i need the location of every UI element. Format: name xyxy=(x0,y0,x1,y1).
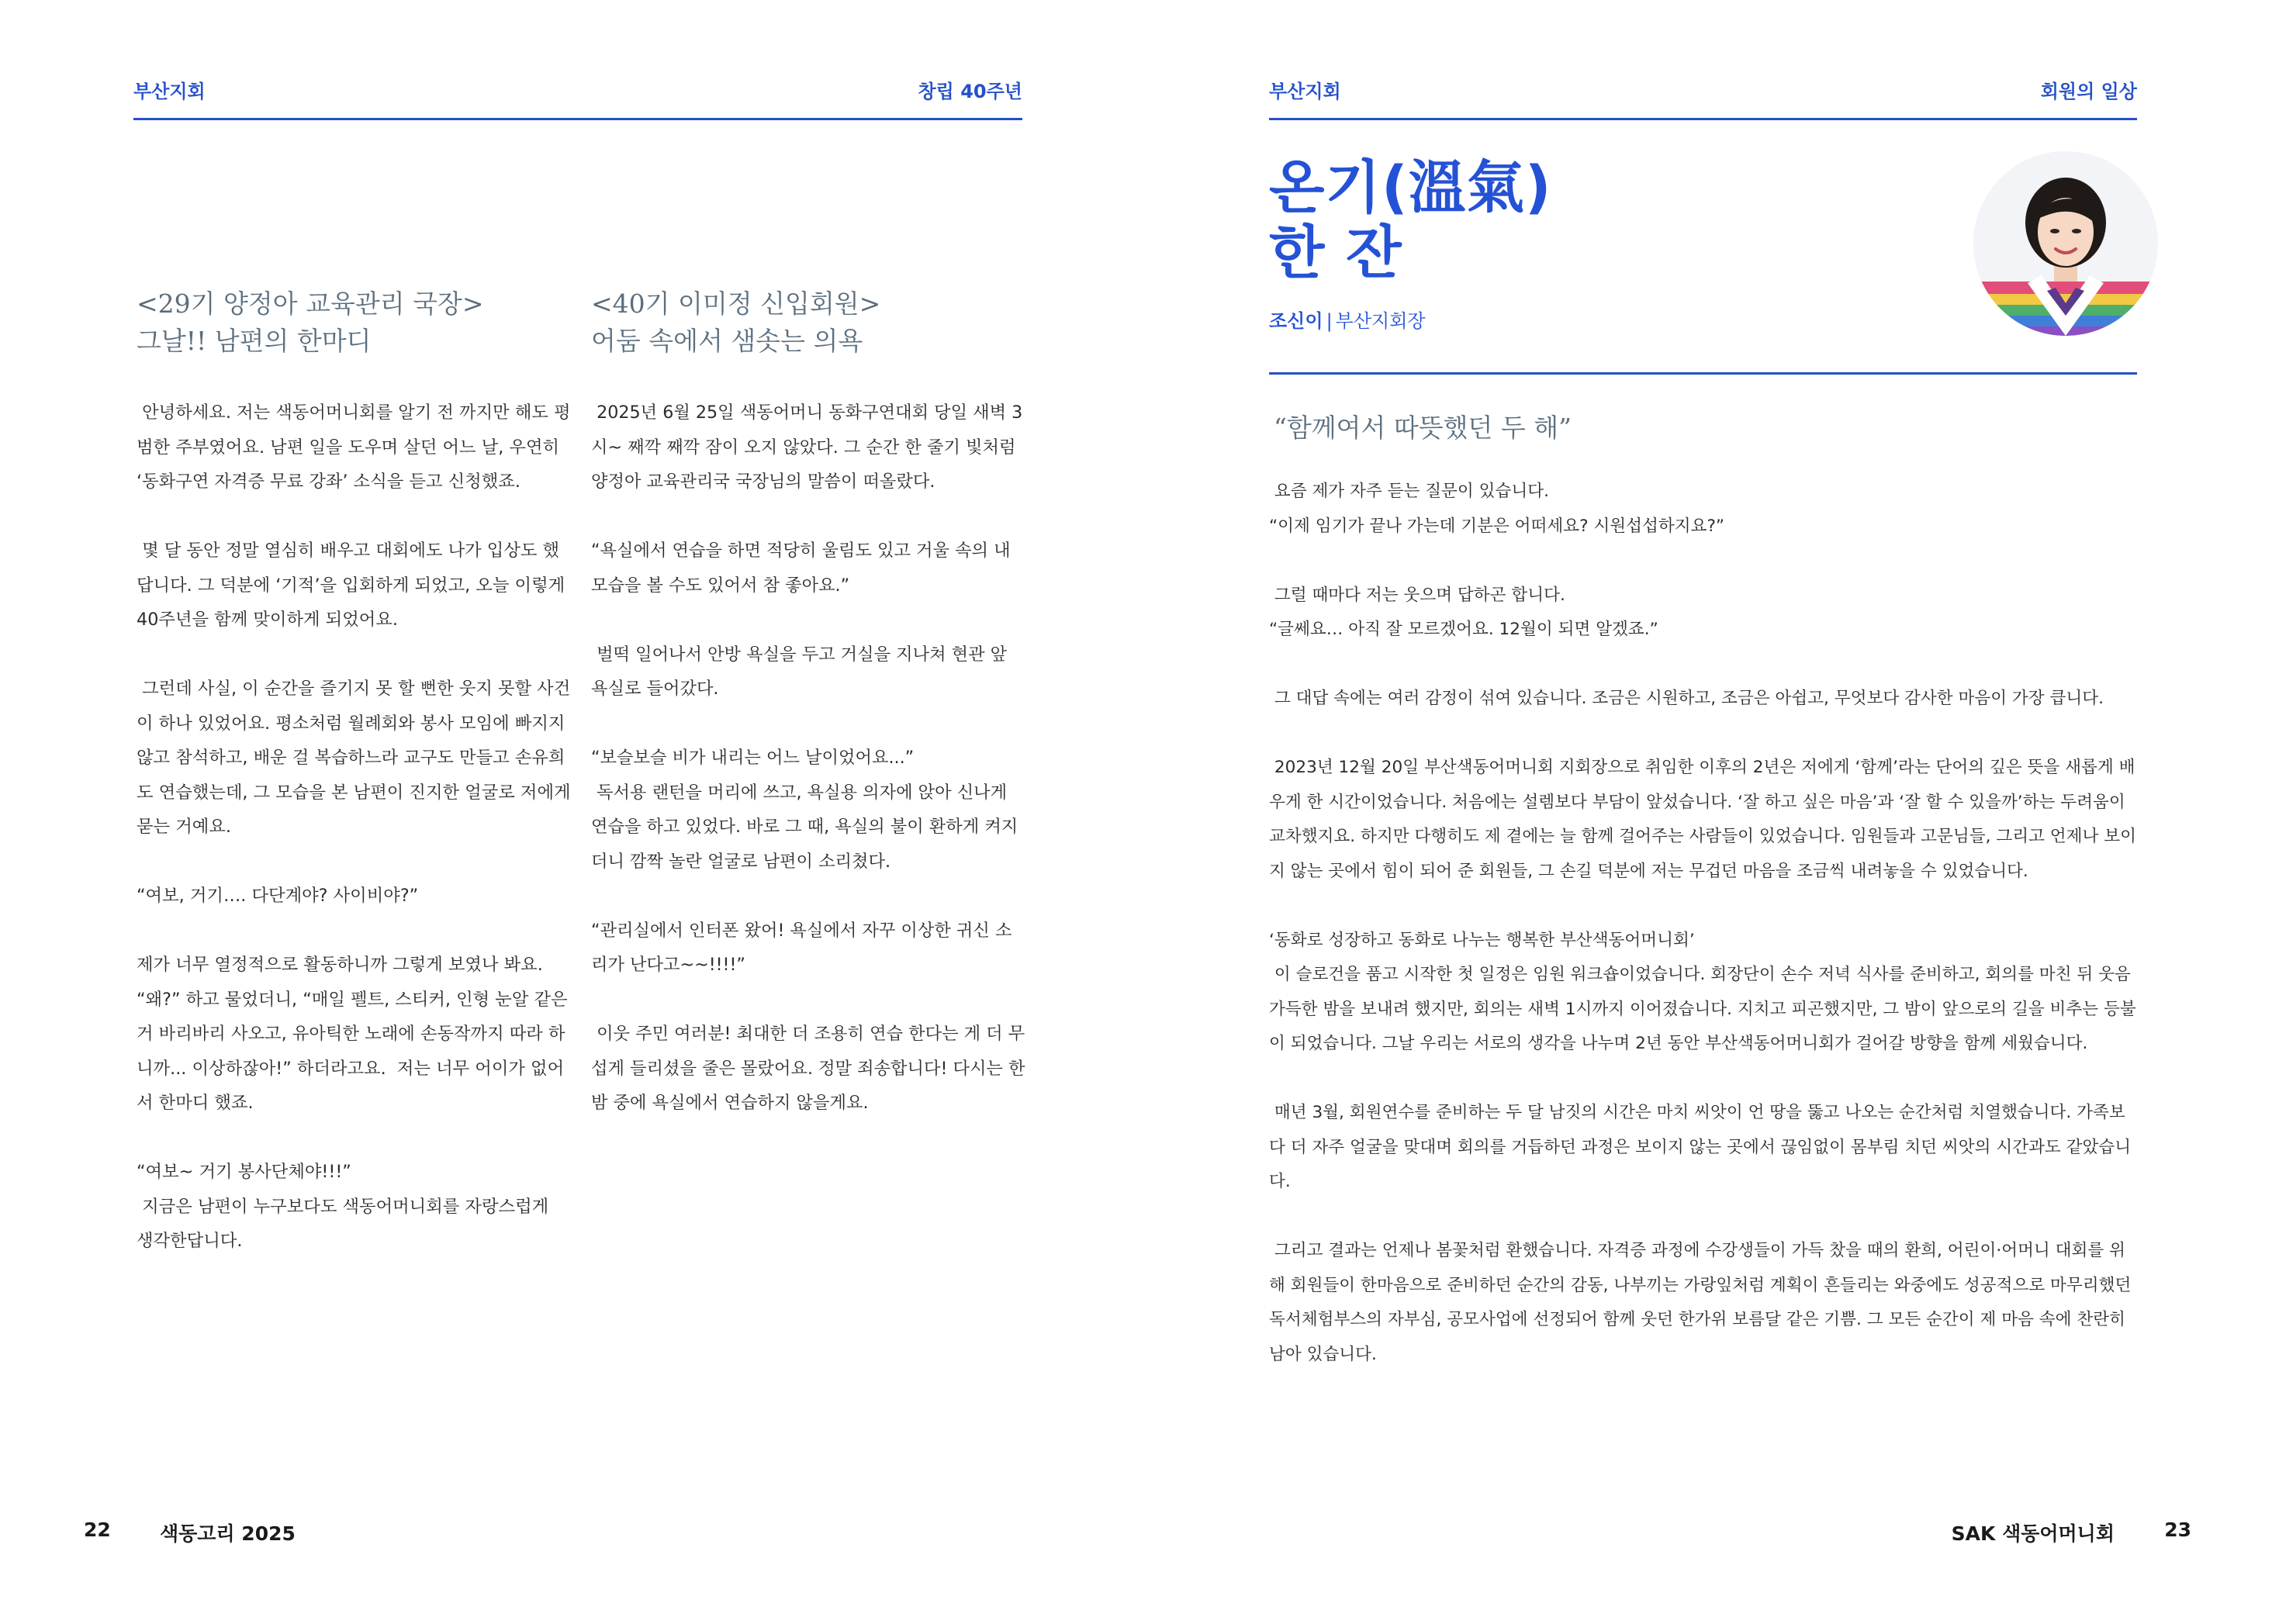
text-line: 더니 깜짝 놀란 얼굴로 남편이 소리쳤다. xyxy=(591,851,891,872)
paragraph-gap xyxy=(137,638,571,672)
text-line: ‘동화구연 자격증 무료 강좌’ 소식을 듣고 신청했죠. xyxy=(137,472,520,492)
right-page-number: 23 xyxy=(2164,1519,2191,1541)
text-line: “욕실에서 연습을 하면 적당히 울림도 있고 거울 속의 내 xyxy=(591,541,1011,561)
text-line: 이 하나 있었어요. 평소처럼 월례회와 봉사 모임에 빠지지 xyxy=(137,713,565,734)
author-name: 조신이 xyxy=(1269,310,1323,332)
paragraph-gap xyxy=(591,983,1025,1018)
paragraph-gap xyxy=(591,603,1025,638)
left-footer-title: 색동고리 2025 xyxy=(160,1522,296,1545)
text-line: 그 대답 속에는 여러 감정이 섞여 있습니다. 조금은 시원하고, 조금은 아쉽고, 무엇보다 감사한 마음이 가장 큽니다. xyxy=(1269,689,2104,708)
text-line: 안녕하세요. 저는 색동어머니회를 알기 전 까지만 해도 평 xyxy=(137,403,571,423)
left-page-number: 22 xyxy=(84,1519,111,1541)
text-line: 독서용 랜턴을 머리에 쓰고, 욕실용 의자에 앉아 신나게 xyxy=(591,782,1008,803)
paragraph-gap xyxy=(591,879,1025,914)
title-section-rule xyxy=(1269,372,2137,375)
column-2-title xyxy=(591,285,1025,360)
text-line: 그리고 결과는 언제나 봄꽃처럼 환했습니다. 자격증 과정에 수강생들이 가득 찼을 때의 환희, 어린이·어머니 대회를 위 xyxy=(1269,1241,2125,1260)
text-line: 요즘 제가 자주 듣는 질문이 있습니다. xyxy=(1269,482,1549,501)
paragraph-gap xyxy=(1269,648,2137,682)
left-header-topic: 창립 40주년 xyxy=(918,81,1022,102)
text-line: 벌떡 일어나서 안방 욕실을 두고 거실을 지나쳐 현관 앞 xyxy=(591,644,1008,665)
article-column-1 xyxy=(137,285,571,1259)
paragraph-gap xyxy=(1269,1200,2137,1235)
text-line: 지금은 남편이 누구보다도 색동어머니회를 자랑스럽게 xyxy=(137,1196,549,1217)
text-line: 해 회원들이 한마음으로 준비하던 순간의 감동, 나부끼는 가랑잎처럼 계획이 흔들리는 와중에도 성공적으로 마무리했던 xyxy=(1269,1275,2132,1295)
right-header-rule xyxy=(1269,118,2137,120)
text-line: 2023년 12월 20일 부산색동어머니회 지회장으로 취임한 이후의 2년은 저에게 ‘함께’라는 단어의 깊은 뜻을 새롭게 배 xyxy=(1269,758,2135,777)
text-line: 리가 난다고~~!!!!” xyxy=(591,955,745,975)
paragraph-gap xyxy=(1269,717,2137,752)
text-line: “글쎄요… 아직 잘 모르겠어요. 12월이 되면 알겠죠.” xyxy=(1269,620,1658,639)
text-line: 양정아 교육관리국 국장님의 말씀이 떠올랐다. xyxy=(591,472,935,492)
text-line: 교차했지요. 하지만 다행히도 제 곁에는 늘 함께 걸어주는 사람들이 있었습니다. 임원들과 고문님들, 그리고 언제나 보이 xyxy=(1269,827,2136,846)
text-line: 시~ 째깍 째깍 잠이 오지 않았다. 그 순간 한 줄기 빛처럼 xyxy=(591,437,1016,458)
column-1-title xyxy=(137,285,571,360)
left-header-rule xyxy=(133,118,1022,120)
text-line: 연습을 하고 있었다. 바로 그 때, 욕실의 불이 환하게 켜지 xyxy=(591,817,1018,837)
text-line: 그럴 때마다 저는 웃으며 답하곤 합니다. xyxy=(1269,585,1565,605)
right-header-topic: 회원의 일상 xyxy=(2040,81,2137,102)
text-line: 욕실로 들어갔다. xyxy=(591,679,719,699)
column-1-body xyxy=(137,396,571,1259)
text-line: 묻는 거예요. xyxy=(137,817,231,837)
author-portrait xyxy=(1973,151,2158,336)
right-footer-title: SAK 색동어머니회 xyxy=(1951,1522,2115,1545)
paragraph-gap xyxy=(137,1121,571,1156)
author-role: 부산지회장 xyxy=(1335,310,1426,332)
article-title xyxy=(1269,155,1552,285)
text-line: 2025년 6월 25일 색동어머니 동화구연대회 당일 새벽 3 xyxy=(591,403,1023,423)
text-line: 답니다. 그 덕분에 ‘기적’을 입회하게 되었고, 오늘 이렇게 xyxy=(137,575,565,596)
right-page xyxy=(1136,0,2272,1624)
paragraph-gap xyxy=(1269,544,2137,579)
essay-body xyxy=(1269,475,2137,1372)
text-line: ‘동화로 성장하고 동화로 나누는 행복한 부산색동어머니회’ xyxy=(1269,930,1695,950)
text-line: 우게 한 시간이었습니다. 처음에는 설렘보다 부담이 앞섰습니다. ‘잘 하고 싶은 마음’과 ‘잘 할 수 있을까’하는 두려움이 xyxy=(1269,792,2125,812)
text-line: 몇 달 동안 정말 열심히 배우고 대회에도 나가 입상도 했 xyxy=(137,541,560,561)
text-line: 남아 있습니다. xyxy=(1269,1344,1377,1364)
text-line: “이제 임기가 끝나 가는데 기분은 어떠세요? 시원섭섭하지요?” xyxy=(1269,516,1725,536)
paragraph-gap xyxy=(591,499,1025,534)
paragraph-gap xyxy=(137,914,571,948)
text-line: 가득한 밤을 보내려 했지만, 회의는 새벽 1시까지 이어졌습니다. 지치고 피곤했지만, 그 밤이 앞으로의 길을 비추는 등불 xyxy=(1269,999,2136,1019)
text-line: 거 바리바리 사오고, 유아틱한 노래에 손동작까지 따라 하 xyxy=(137,1024,565,1044)
text-line: 다 더 자주 얼굴을 맞대며 회의를 거듭하던 과정은 보이지 않는 곳에서 끊임없이 몸부림 치던 씨앗의 시간과도 같았습니 xyxy=(1269,1137,2132,1157)
text-line: 40주년을 함께 맞이하게 되었어요. xyxy=(137,610,398,630)
column-2-title-line2: 어둠 속에서 샘솟는 의욕 xyxy=(591,326,863,356)
article-title-line1: 온기(溫氣) xyxy=(1269,154,1552,221)
text-line: 섭게 들리셨을 줄은 몰랐어요. 정말 죄송합니다! 다시는 한 xyxy=(591,1058,1025,1079)
text-line: “여보~ 거기 봉사단체야!!!” xyxy=(137,1162,351,1182)
author-portrait-image xyxy=(1973,151,2158,336)
text-line: 범한 주부였어요. 남편 일을 도우며 살던 어느 날, 우연히 xyxy=(137,437,560,458)
article-column-2 xyxy=(591,285,1025,1121)
left-header-section: 부산지회 xyxy=(133,81,206,102)
paragraph-gap xyxy=(1269,1062,2137,1097)
paragraph-gap xyxy=(137,499,571,534)
text-line: 지 않는 곳에서 힘이 되어 준 회원들, 그 손길 덕분에 저는 무겁던 마음을 조금씩 내려놓을 수 있었습니다. xyxy=(1269,861,2028,881)
essay-subtitle: “함께여서 따뜻했던 두 해” xyxy=(1274,413,1572,443)
text-line: 니까... 이상하잖아!” 하더라고요. 저는 너무 어이가 없어 xyxy=(137,1058,565,1079)
text-line: 이 되었습니다. 그날 우리는 서로의 생각을 나누며 2년 동안 부산색동어머니회가 걸어갈 방향을 함께 세웠습니다. xyxy=(1269,1034,2088,1053)
column-1-title-line1: <29기 양정아 교육관리 국장> xyxy=(137,289,484,319)
text-line: 이웃 주민 여러분! 최대한 더 조용히 연습 한다는 게 더 무 xyxy=(591,1024,1025,1044)
text-line: 이 슬로건을 품고 시작한 첫 일정은 임원 워크숍이었습니다. 회장단이 손수 저녁 식사를 준비하고, 회의를 마친 뒤 웃음 xyxy=(1269,965,2131,984)
byline-separator: | xyxy=(1326,310,1333,332)
column-1-title-line2: 그날!! 남편의 한마디 xyxy=(137,326,372,356)
text-line: “관리실에서 인터폰 왔어! 욕실에서 자꾸 이상한 귀신 소 xyxy=(591,920,1012,941)
text-line: 생각한답니다. xyxy=(137,1231,243,1251)
text-line: “왜?” 하고 물었더니, “매일 펠트, 스티커, 인형 눈알 같은 xyxy=(137,989,568,1010)
text-line: 제가 너무 열정적으로 활동하니까 그렇게 보였나 봐요. xyxy=(137,955,543,975)
text-line: 않고 참석하고, 배운 걸 복습하느라 교구도 만들고 손유희 xyxy=(137,748,565,768)
paragraph-gap xyxy=(137,845,571,879)
text-line: 모습을 볼 수도 있어서 참 좋아요.” xyxy=(591,575,850,596)
author-byline xyxy=(1269,306,1426,333)
text-line: 서 한마디 했죠. xyxy=(137,1093,254,1113)
text-line: 매년 3월, 회원연수를 준비하는 두 달 남짓의 시간은 마치 씨앗이 언 땅을 뚫고 나오는 순간처럼 치열했습니다. 가족보 xyxy=(1269,1103,2125,1122)
text-line: “여보, 거기…. 다단계야? 사이비야?” xyxy=(137,886,419,906)
text-line: 독서체험부스의 자부심, 공모사업에 선정되어 함께 웃던 한가위 보름달 같은 기쁨. 그 모든 순간이 제 마음 속에 찬란히 xyxy=(1269,1310,2125,1329)
paragraph-gap xyxy=(591,707,1025,741)
text-line: 다. xyxy=(1269,1172,1291,1191)
text-line: 그런데 사실, 이 순간을 즐기지 못 할 뻔한 웃지 못할 사건 xyxy=(137,679,571,699)
right-header-section: 부산지회 xyxy=(1269,81,1341,102)
text-line: 도 연습했는데, 그 모습을 본 남편이 진지한 얼굴로 저에게 xyxy=(137,782,571,803)
paragraph-gap xyxy=(1269,889,2137,924)
column-2-body xyxy=(591,396,1025,1121)
article-title-line2: 한 잔 xyxy=(1269,219,1402,286)
text-line: “보슬보슬 비가 내리는 어느 날이었어요...” xyxy=(591,748,915,768)
text-line: 밤 중에 욕실에서 연습하지 않을게요. xyxy=(591,1093,869,1113)
column-2-title-line1: <40기 이미정 신입회원> xyxy=(591,289,881,319)
